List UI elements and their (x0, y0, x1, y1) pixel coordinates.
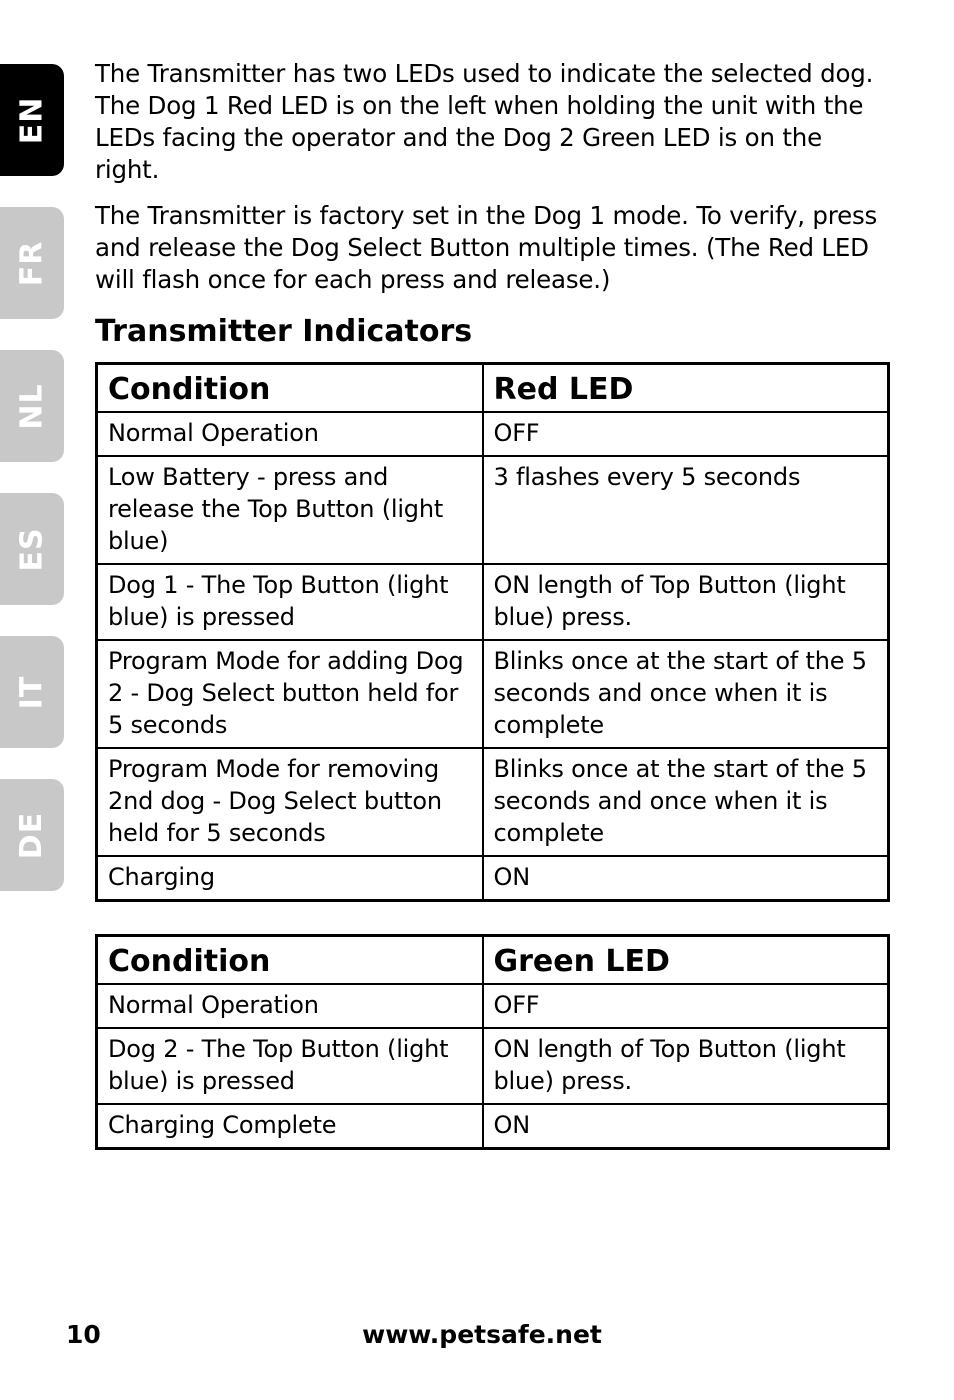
condition-cell: Charging Complete (97, 1104, 483, 1149)
condition-cell: Normal Operation (97, 984, 483, 1028)
tab-en[interactable] (0, 64, 64, 176)
page-content (95, 58, 890, 1150)
red-led-table (95, 362, 890, 902)
website-url: www.petsafe.net (362, 1320, 602, 1349)
tab-nl[interactable] (0, 350, 64, 462)
table-row (97, 984, 889, 1028)
factory-setting-paragraph: The Transmitter is factory set in the Dog 1 mode. To verify, press and release the Dog Select Button multiple times. (The Red LED will flash once for each press and release.) (95, 201, 878, 294)
table-row (97, 640, 889, 748)
led-state-cell: ON (483, 856, 889, 901)
column-header: Green LED (483, 936, 889, 985)
led-state-cell: 3 flashes every 5 seconds (483, 456, 889, 564)
table-spacer (95, 902, 890, 934)
column-header: Condition (97, 936, 483, 985)
table-row (97, 456, 889, 564)
tab-fr[interactable] (0, 207, 64, 319)
tab-es[interactable] (0, 493, 64, 605)
tab-label: EN (14, 96, 50, 144)
table-header-row (97, 364, 889, 413)
tab-label: ES (14, 526, 50, 572)
column-header: Condition (97, 364, 483, 413)
condition-cell: Charging (97, 856, 483, 901)
condition-cell: Dog 1 - The Top Button (light blue) is pressed (97, 564, 483, 640)
tab-label: NL (14, 382, 50, 430)
table-row (97, 856, 889, 901)
table-row (97, 1028, 889, 1104)
page-number: 10 (66, 1320, 101, 1349)
condition-cell: Dog 2 - The Top Button (light blue) is pressed (97, 1028, 483, 1104)
table-row (97, 1104, 889, 1149)
led-state-cell: OFF (483, 984, 889, 1028)
tab-de[interactable] (0, 779, 64, 891)
table-row (97, 564, 889, 640)
intro-paragraph: The Transmitter has two LEDs used to indicate the selected dog. The Dog 1 Red LED is on the left when holding the unit with the LEDs facing the operator and the Dog 2 Green LED is on the right. (95, 59, 874, 184)
led-state-cell: ON length of Top Button (light blue) press. (483, 1028, 889, 1104)
led-state-cell: Blinks once at the start of the 5 seconds and once when it is complete (483, 748, 889, 856)
green-led-table (95, 934, 890, 1150)
table-header-row (97, 936, 889, 985)
condition-cell: Normal Operation (97, 412, 483, 456)
tab-label: FR (14, 240, 50, 286)
column-header: Red LED (483, 364, 889, 413)
tab-it[interactable] (0, 636, 64, 748)
led-state-cell: ON length of Top Button (light blue) press. (483, 564, 889, 640)
condition-cell: Low Battery - press and release the Top Button (light blue) (97, 456, 483, 564)
table-row (97, 748, 889, 856)
condition-cell: Program Mode for adding Dog 2 - Dog Select button held for 5 seconds (97, 640, 483, 748)
table-row (97, 412, 889, 456)
tab-label: IT (14, 675, 50, 709)
condition-cell: Program Mode for removing 2nd dog - Dog Select button held for 5 seconds (97, 748, 483, 856)
led-state-cell: Blinks once at the start of the 5 seconds and once when it is complete (483, 640, 889, 748)
section-title: Transmitter Indicators (95, 314, 473, 349)
led-state-cell: OFF (483, 412, 889, 456)
led-state-cell: ON (483, 1104, 889, 1149)
tab-label: DE (14, 811, 50, 859)
